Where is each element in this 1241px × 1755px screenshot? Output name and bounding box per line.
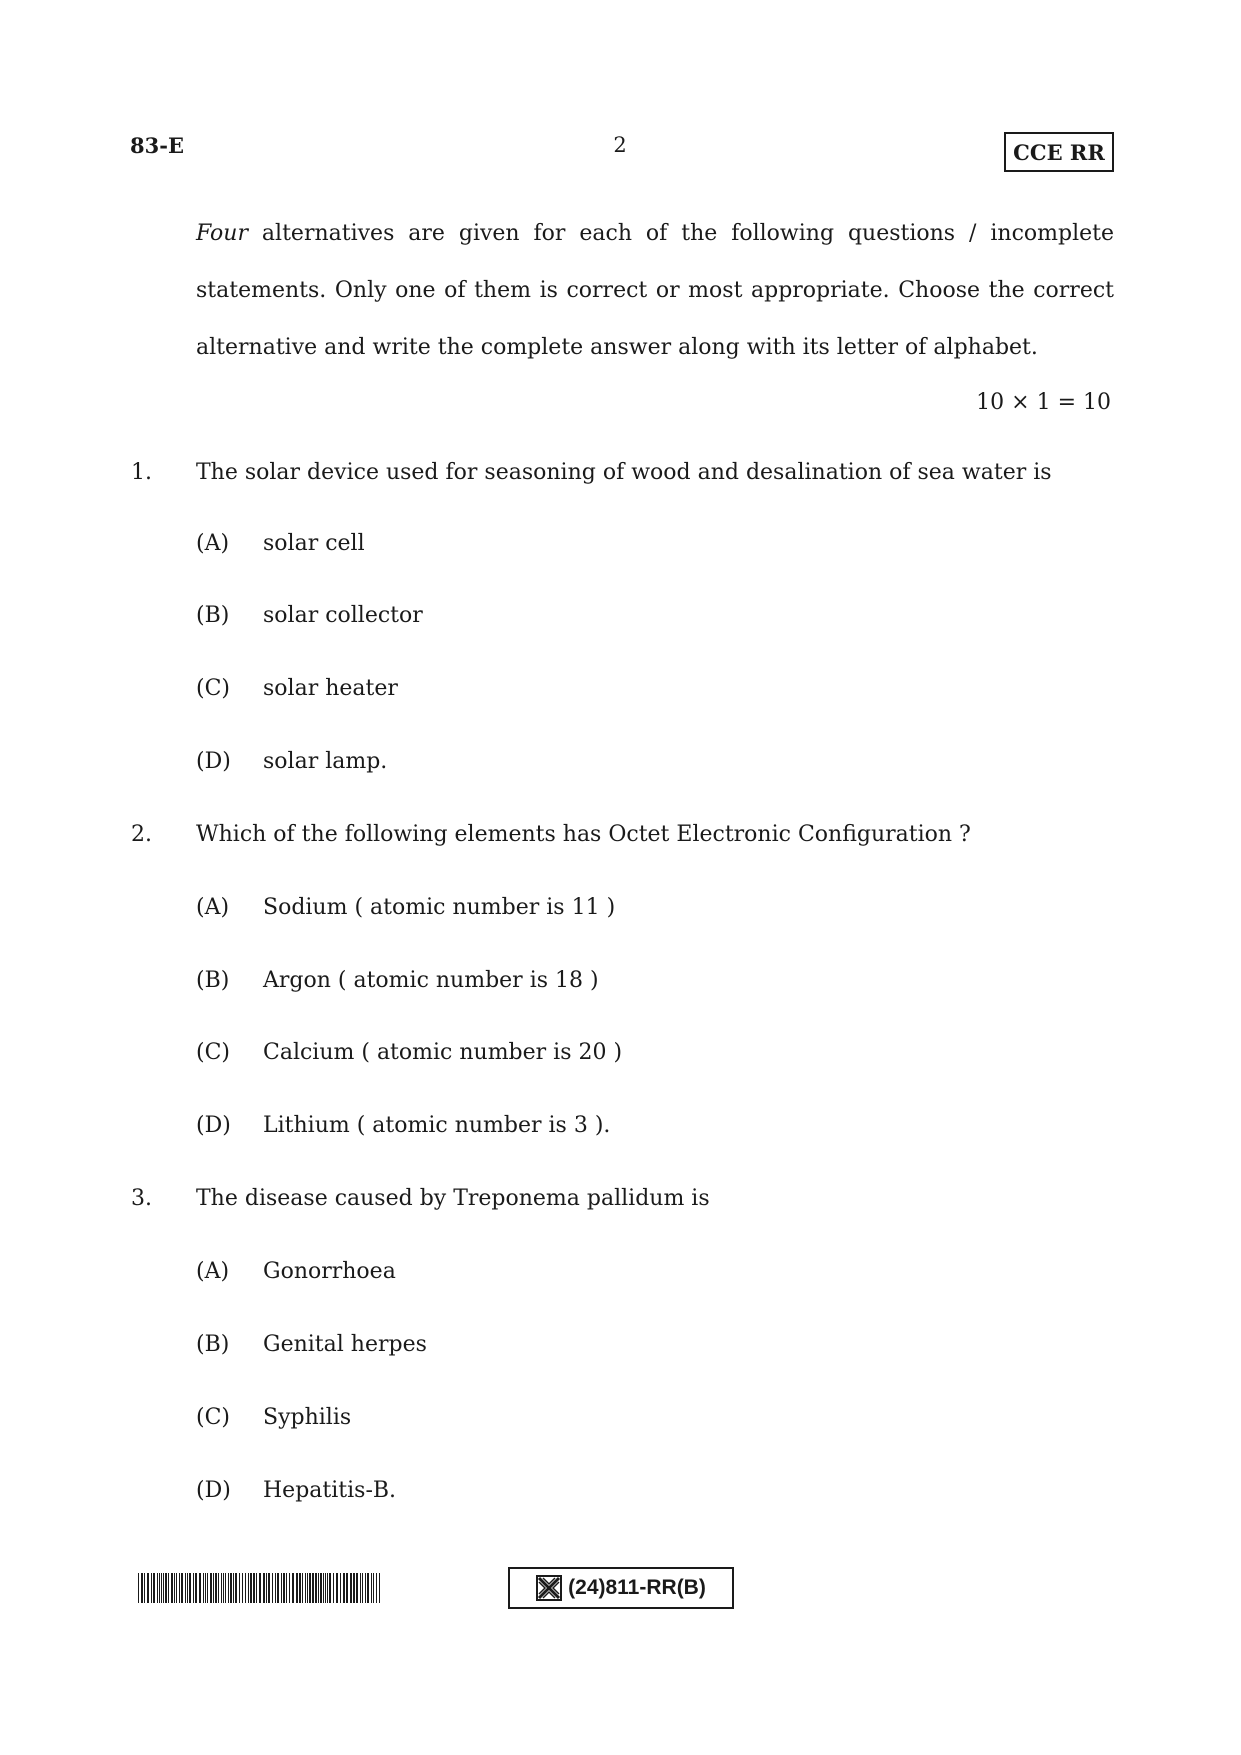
option-text: solar cell bbox=[263, 531, 365, 556]
exam-type-label: CCE RR bbox=[1013, 139, 1105, 165]
option-text: solar lamp. bbox=[263, 749, 388, 774]
question-text: The solar device used for seasoning of wood and desalination of sea water is bbox=[196, 460, 1052, 485]
option-letter: (D) bbox=[196, 1478, 231, 1503]
option-letter: (C) bbox=[196, 676, 230, 701]
option-text: Sodium ( atomic number is 11 ) bbox=[263, 895, 616, 920]
question-number: 1. bbox=[131, 460, 152, 485]
page-number: 2 bbox=[613, 133, 627, 157]
option-letter: (D) bbox=[196, 1113, 231, 1138]
exam-type-box bbox=[1004, 132, 1114, 172]
marks-allocation: 10 × 1 = 10 bbox=[976, 390, 1111, 415]
option-text: solar collector bbox=[263, 603, 423, 628]
question-number: 3. bbox=[131, 1186, 152, 1211]
instructions bbox=[196, 205, 1114, 376]
pattern-mark-icon bbox=[536, 1575, 562, 1601]
option-text: Genital herpes bbox=[263, 1332, 427, 1357]
footer-code-box bbox=[508, 1567, 734, 1609]
question-text: The disease caused by Treponema pallidum is bbox=[196, 1186, 710, 1211]
option-text: Gonorrhoea bbox=[263, 1259, 396, 1284]
option-text: Hepatitis-B. bbox=[263, 1478, 397, 1503]
option-letter: (D) bbox=[196, 749, 231, 774]
option-letter: (A) bbox=[196, 531, 230, 556]
option-text: solar heater bbox=[263, 676, 398, 701]
paper-code: 83-E bbox=[130, 133, 184, 158]
question-text: Which of the following elements has Octet Electronic Configuration ? bbox=[196, 822, 971, 847]
footer-code: (24)811-RR(B) bbox=[568, 1576, 706, 1599]
option-letter: (C) bbox=[196, 1405, 230, 1430]
option-text: Argon ( atomic number is 18 ) bbox=[263, 968, 599, 993]
option-text: Calcium ( atomic number is 20 ) bbox=[263, 1040, 623, 1065]
option-letter: (B) bbox=[196, 1332, 230, 1357]
barcode-icon bbox=[138, 1573, 381, 1603]
option-letter: (B) bbox=[196, 603, 230, 628]
option-letter: (B) bbox=[196, 968, 230, 993]
option-text: Lithium ( atomic number is 3 ). bbox=[263, 1113, 611, 1138]
option-letter: (A) bbox=[196, 1259, 230, 1284]
question-number: 2. bbox=[131, 822, 152, 847]
option-letter: (C) bbox=[196, 1040, 230, 1065]
instructions-text: alternatives are given for each of the following questions / incomplete statements. Only one of them is correct or most appropriate. Choose the correct alternative and write the complete answer along with its letter of alphabet. bbox=[196, 221, 1114, 360]
option-text: Syphilis bbox=[263, 1405, 352, 1430]
instructions-emphasis: Four bbox=[196, 221, 248, 246]
option-letter: (A) bbox=[196, 895, 230, 920]
